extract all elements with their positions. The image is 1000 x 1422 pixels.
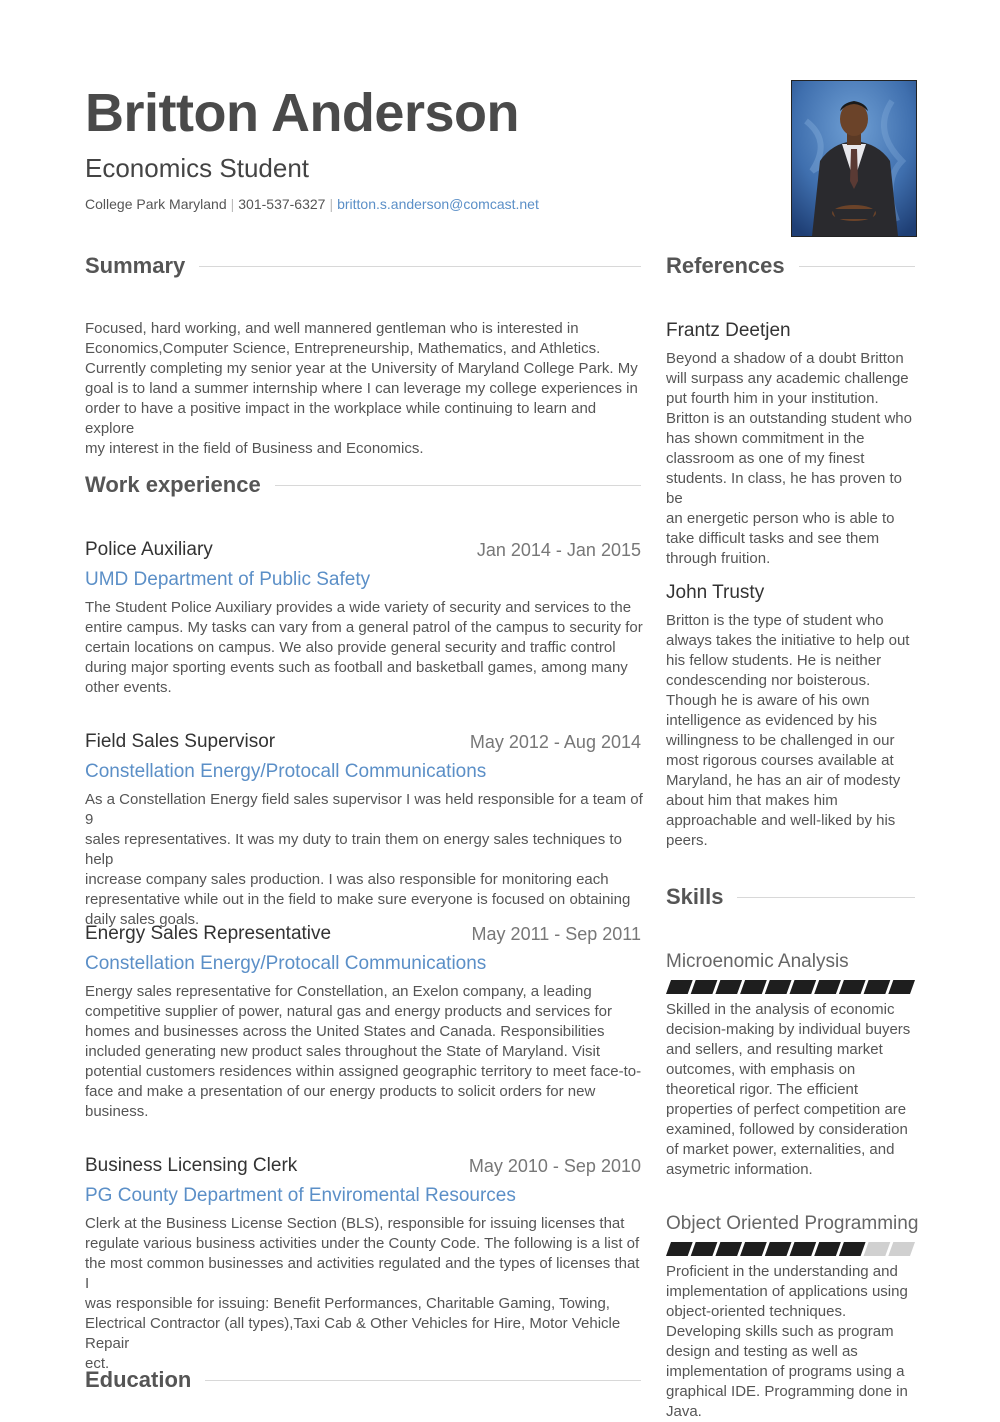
skill-bar-segment (691, 1242, 718, 1256)
phone-text: 301-537-6327 (238, 196, 326, 212)
email-link[interactable]: britton.s.anderson@comcast.net (337, 196, 539, 212)
summary-text: Focused, hard working, and well mannered gentleman who is interested in Economics,Computer Science, Entrepreneurship, Mathematics, and Athletics. Currently completing my senior year at the University of Maryland College Park. My goal is to land a summer internship where I can leverage my college experiences in order to have a positive impact in the workplace while continuing to learn and explore my interest in the field of Business and Economics. (85, 320, 638, 457)
skill-level-bar (666, 1242, 915, 1256)
divider (199, 266, 641, 267)
skill-bar-segment (740, 980, 767, 994)
summary-heading: Summary (85, 253, 641, 279)
job-title: Field Sales Supervisor (85, 731, 276, 752)
job-description: Energy sales representative for Constellation, an Exelon company, a leading competitive supplier of power, natural gas and energy products and services for homes and businesses across the United States and Canada. Responsibilities included generating new product sales throughout the State of Maryland. Visit potential customers residences within assigned geographic territory to meet face-to- face and make a presentation of our energy products to solicit orders for new business. (85, 983, 642, 1120)
reference-name: John Trusty (666, 582, 765, 603)
skill-bar-segment (691, 980, 718, 994)
divider (799, 266, 915, 267)
divider (205, 1380, 641, 1381)
skill-bar-segment (790, 1242, 817, 1256)
skill-bar-segment (715, 1242, 742, 1256)
reference-text: Beyond a shadow of a doubt Britton will surpass any academic challenge put fourth him in your institution. Britton is an outstanding student who has shown commitment in the classroom as one of my finest students. In class, he has proven to be an energetic person who is able to take difficult tasks and see them through fruition. (666, 350, 912, 567)
job-dates: May 2010 - Sep 2010 (468, 1156, 641, 1176)
job-title: Business Licensing Clerk (85, 1155, 298, 1176)
skill-bar-segment (765, 1242, 792, 1256)
separator: | (230, 196, 235, 212)
skill-bar-segment (864, 1242, 891, 1256)
skill-bar-segment (715, 980, 742, 994)
job-dates: Jan 2014 - Jan 2015 (476, 540, 641, 560)
skill-name: Object Oriented Programming (666, 1213, 919, 1234)
job-title: Energy Sales Representative (85, 923, 332, 944)
skill-bar-segment (864, 980, 891, 994)
job-description: Clerk at the Business License Section (BLS), responsible for issuing licenses that regulate various business activities under the County Code. The following is a list of the most common businesses and activities regulated and the types of licenses that I was responsible for issuing: Benefit Performances, Charitable Gaming, Towing, Electrical Contractor (all types),Taxi Cab & Other Vehicles for Hire, Motor Vehicle Repair ect. (85, 1215, 640, 1372)
skill-bar-segment (790, 980, 817, 994)
skill-bar-segment (839, 980, 866, 994)
skill-bar-segment (888, 1242, 915, 1256)
skill-description: Skilled in the analysis of economic decision-making by individual buyers and sellers, and resulting market outcomes, with emphasis on theoretical rigor. The efficient properties of perfect competition are examined, followed by consideration of market power, externalities, and asymetric information. (666, 1001, 911, 1178)
job-description: The Student Police Auxiliary provides a wide variety of security and services to the entire campus. My tasks can vary from a general patrol of the campus to security for certain locations on campus. We also provide general security and traffic control during major sporting events such as football and basketball games, among many other events. (85, 599, 643, 696)
job-organization[interactable]: Constellation Energy/Protocall Communications (85, 953, 487, 974)
candidate-title: Economics Student (85, 153, 310, 183)
profile-photo (791, 80, 917, 237)
skill-level-bar (666, 980, 915, 994)
contact-line (85, 196, 539, 212)
job-organization[interactable]: UMD Department of Public Safety (85, 569, 371, 590)
reference-text: Britton is the type of student who always takes the initiative to help out his fellow students. He is neither condescending nor boisterous. Though he is aware of his own intelligence as evidenced by his willingness to be challenged in our most rigorous courses available at Maryland, he has an air of modesty about him that makes him approachable and well-liked by his peers. (666, 612, 910, 849)
job-organization[interactable]: Constellation Energy/Protocall Communications (85, 761, 487, 782)
location-text: College Park Maryland (85, 196, 227, 212)
work-heading: Work experience (85, 472, 641, 498)
skill-bar-segment (740, 1242, 767, 1256)
skill-bar-segment (666, 980, 693, 994)
job-organization[interactable]: PG County Department of Enviromental Resources (85, 1185, 516, 1206)
divider (737, 897, 915, 898)
candidate-name: Britton Anderson (85, 83, 519, 143)
skill-bar-segment (814, 980, 841, 994)
job-description: As a Constellation Energy field sales supervisor I was held responsible for a team of 9 sales representatives. It was my duty to train them on energy sales techniques to help increase company sales production. I was also responsible for monitoring each representative while out in the field to make sure everyone is focused on obtaining daily sales goals. (85, 791, 643, 928)
divider (275, 485, 641, 486)
skill-description: Proficient in the understanding and implementation of applications using object-oriented techniques. Developing skills such as program design and testing as well as implementation of programs using a graphical IDE. Programming done in Java. (666, 1263, 908, 1420)
skill-bar-segment (814, 1242, 841, 1256)
references-heading: References (666, 253, 915, 279)
education-heading: Education (85, 1367, 641, 1393)
skill-bar-segment (888, 980, 915, 994)
job-title: Police Auxiliary (85, 539, 213, 560)
separator: | (329, 196, 334, 212)
job-dates: May 2011 - Sep 2011 (471, 924, 641, 944)
skill-name: Microenomic Analysis (666, 951, 849, 972)
job-dates: May 2012 - Aug 2014 (469, 732, 641, 752)
reference-name: Frantz Deetjen (666, 320, 791, 341)
skill-bar-segment (765, 980, 792, 994)
skills-heading: Skills (666, 884, 915, 910)
skill-bar-segment (839, 1242, 866, 1256)
skill-bar-segment (666, 1242, 693, 1256)
